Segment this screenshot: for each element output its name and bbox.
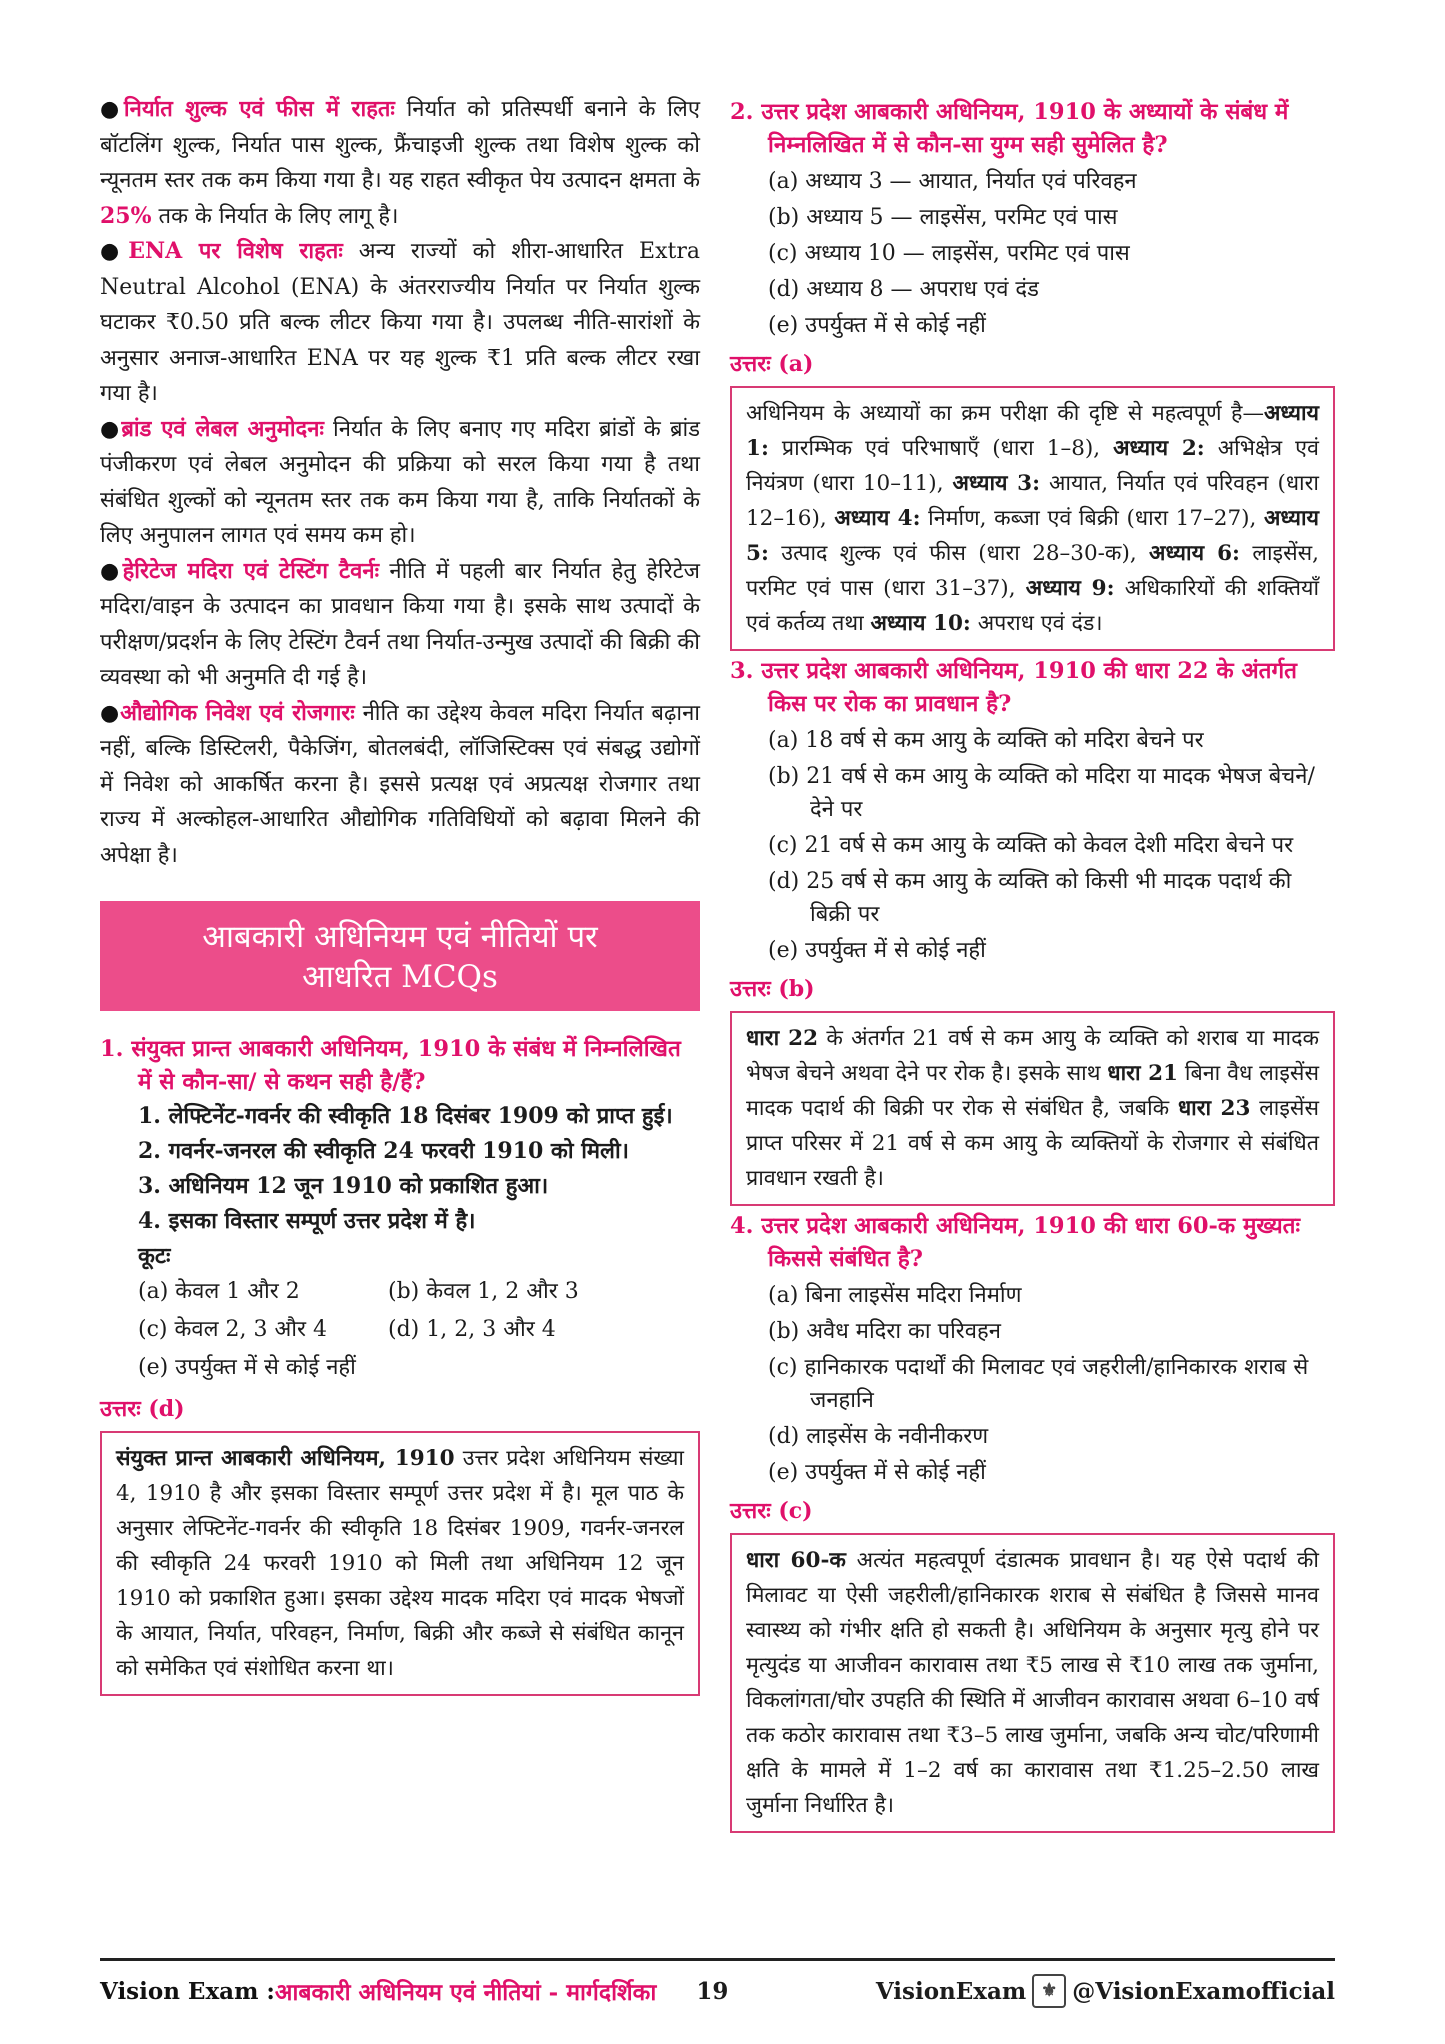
- footer-social: [876, 1974, 1335, 2008]
- code-label: कूटः: [138, 1243, 171, 1269]
- bullet-percent: 25%: [100, 202, 152, 229]
- explanation-bold: अध्याय 10:: [870, 611, 971, 636]
- right-column: [730, 92, 1335, 1833]
- question-2-text: 2. उत्तर प्रदेश आबकारी अधिनियम, 1910 के अध्यायों के संबंध में निम्नलिखित में से कौन-सा युग्म सही सुमेलित है?: [730, 99, 1289, 158]
- explanation-text: बिना वैध लाइसेंस मादक पदार्थ की बिक्री पर रोक से संबंधित है, जबकि: [746, 1061, 1319, 1121]
- banner-line-2: आधरित MCQs: [302, 959, 498, 995]
- option-c: (c) केवल 2, 3 और 4: [138, 1317, 327, 1342]
- policy-bullet: [100, 234, 700, 412]
- option-item: (c) अध्याय 10 — लाइसेंस, परमिट एवं पास: [768, 241, 1130, 266]
- question-2: [730, 96, 1335, 651]
- explanation-text: प्रारम्भिक एवं परिभाषाएँ (धारा 1–8),: [768, 436, 1114, 461]
- statement-3: 3. अधिनियम 12 जून 1910 को प्रकाशित हुआ।: [138, 1173, 549, 1199]
- bullet-text: अन्य राज्यों को शीरा-आधारित Extra Neutral Alcohol (ENA) के अंतरराज्यीय निर्यात पर निर्यात शुल्क घटाकर ₹0.50 प्रति बल्क लीटर किया गया है। उपलब्ध नीति-सारांशों के अनुसार अनाज-आधारित ENA पर यह शुल्क ₹1 प्रति बल्क लीटर रखा गया है।: [100, 239, 700, 406]
- bullet-icon: ●: [100, 239, 129, 264]
- footer-brand: Vision Exam :: [100, 1977, 275, 2005]
- bullet-text: नीति का उद्देश्य केवल मदिरा निर्यात बढ़ाना नहीं, बल्कि डिस्टिलरी, पैकेजिंग, बोतलबंदी, लॉजिस्टिक्स एवं संबद्ध उद्योगों में निवेश को आकर्षित करना है। इससे प्रत्यक्ष एवं अप्रत्यक्ष रोजगार तथा राज्य में अल्कोहल-आधारित औद्योगिक गतिविधियों को बढ़ावा मिलने की अपेक्षा है।: [100, 700, 700, 868]
- question-3-options: [730, 724, 1335, 967]
- option-item: (d) अध्याय 8 — अपराध एवं दंड: [768, 277, 1039, 302]
- explanation-text: अत्यंत महत्वपूर्ण दंडात्मक प्रावधान है। यह ऐसे पदार्थ की मिलावट या ऐसी जहरीली/हानिकारक शराब से संबंधित है जिससे मानव स्वास्थ्य को गंभीर क्षति हो सकती है। अधिनियम के अनुसार मृत्यु होने पर मृत्युदंड या आजीवन कारावास तथा ₹5 लाख से ₹10 लाख तक जुर्माना, विकलांगता/घोर उपहति की स्थिति में आजीवन कारावास अथवा 6–10 वर्ष तक कठोर कारावास तथा ₹3–5 लाख जुर्माना, जबकि अन्य चोट/परिणामी क्षति के मामले में 1–2 वर्ष का कारावास तथा ₹1.25–2.50 लाख जुर्माना निर्धारित है।: [746, 1548, 1319, 1818]
- question-3-text: 3. उत्तर प्रदेश आबकारी अधिनियम, 1910 की धारा 22 के अंतर्गत किस पर रोक का प्रावधान है?: [730, 658, 1297, 717]
- footer-title: आबकारी अधिनियम एवं नीतियां - मार्गदर्शिका: [274, 1979, 657, 2006]
- explanation-text: अभिक्षेत्र एवं नियंत्रण (धारा 10–11),: [746, 436, 1319, 496]
- explanation-3: [730, 1011, 1335, 1206]
- explanation-bold: अध्याय 3:: [952, 471, 1041, 496]
- option-item: (e) उपर्युक्त में से कोई नहीं: [768, 1460, 986, 1485]
- option-item: (e) उपर्युक्त में से कोई नहीं: [768, 313, 986, 338]
- bullet-heading: निर्यात शुल्क एवं फीस में राहतः: [123, 96, 395, 122]
- footer-brand-right: VisionExam: [875, 1977, 1027, 2005]
- option-a: (a) केवल 1 और 2: [138, 1279, 300, 1304]
- question-4-text: 4. उत्तर प्रदेश आबकारी अधिनियम, 1910 की धारा 60-क मुख्यतः किससे संबंधित है?: [730, 1213, 1300, 1272]
- explanation-4: [730, 1533, 1335, 1833]
- page-number: 19: [696, 1977, 729, 2005]
- explanation-bold: अध्याय 5:: [746, 506, 1319, 566]
- option-e: (e) उपर्युक्त में से कोई नहीं: [138, 1355, 356, 1380]
- explanation-2: [730, 386, 1335, 651]
- option-item: (b) अवैध मदिरा का परिवहन: [768, 1319, 1001, 1344]
- option-item: (c) हानिकारक पदार्थों की मिलावट एवं जहरीली/हानिकारक शराब से जनहानि: [768, 1355, 1309, 1413]
- statement-4: 4. इसका विस्तार सम्पूर्ण उत्तर प्रदेश में है।: [138, 1208, 476, 1234]
- bullet-text: नीति में पहली बार निर्यात हेतु हेरिटेज मदिरा/वाइन के उत्पादन का प्रावधान किया गया है। इसके साथ उत्पादों के परीक्षण/प्रदर्शन के लिए टेस्टिंग टैवर्न तथा निर्यात-उन्मुख उत्पादों की बिक्री की व्यवस्था को भी अनुमति दी गई है।: [100, 558, 700, 690]
- bullet-icon: ●: [100, 700, 121, 726]
- explanation-bold: धारा 23: [1177, 1096, 1251, 1121]
- answer-4: उत्तरः (c): [730, 1498, 813, 1524]
- answer-3: उत्तरः (b): [730, 976, 815, 1002]
- option-item: (a) अध्याय 3 — आयात, निर्यात एवं परिवहन: [768, 169, 1137, 194]
- page-footer: [100, 1958, 1335, 2011]
- bullet-heading: औद्योगिक निवेश एवं रोजगारः: [120, 699, 355, 726]
- policy-bullet: [100, 412, 700, 554]
- explanation-text: लाइसेंस, परमिट एवं पास (धारा 31–37),: [746, 541, 1319, 601]
- bullet-text: निर्यात के लिए बनाए गए मदिरा ब्रांडों के ब्रांड पंजीकरण एवं लेबल अनुमोदन की प्रक्रिया को सरल किया गया है तथा संबंधित शुल्कों को न्यूनतम स्तर तक कम किया गया है, ताकि निर्यातकों के लिए अनुपालन लागत एवं समय कम हो।: [100, 416, 700, 548]
- explanation-text: आयात, निर्यात एवं परिवहन (धारा 12–16),: [746, 471, 1319, 531]
- answer-1: उत्तरः (d): [100, 1396, 185, 1422]
- explanation-1: [100, 1431, 700, 1696]
- bullet-icon: ●: [100, 416, 122, 442]
- options-row-2: [100, 1311, 700, 1349]
- explanation-bold: धारा 22: [746, 1026, 819, 1051]
- banner-line-1: आबकारी अधिनियम एवं नीतियों पर: [202, 919, 598, 955]
- option-b: (b) केवल 1, 2 और 3: [388, 1279, 579, 1304]
- explanation-text: अधिकारियों की शक्तियाँ एवं कर्तव्य तथा: [746, 576, 1320, 636]
- policy-bullets: [100, 92, 700, 873]
- statement-2: 2. गवर्नर-जनरल की स्वीकृति 24 फरवरी 1910 को मिली।: [138, 1138, 629, 1164]
- explanation-bold: धारा 21: [1107, 1061, 1178, 1086]
- option-item: (a) बिना लाइसेंस मदिरा निर्माण: [768, 1283, 1022, 1308]
- option-item: (d) 25 वर्ष से कम आयु के व्यक्ति को किसी भी मादक पदार्थ की बिक्री पर: [768, 869, 1292, 927]
- statement-1: 1. लेफ्टिनेंट-गवर्नर की स्वीकृति 18 दिसंबर 1909 को प्राप्त हुई।: [138, 1103, 673, 1129]
- bullet-icon: ●: [100, 97, 124, 122]
- option-item: (e) उपर्युक्त में से कोई नहीं: [768, 938, 986, 963]
- policy-bullet: [100, 696, 700, 874]
- bullet-icon: ●: [100, 558, 123, 584]
- answer-2: उत्तरः (a): [730, 351, 814, 377]
- bullet-heading: हेरिटेज मदिरा एवं टेस्टिंग टैवर्नः: [122, 557, 380, 584]
- question-1-text: 1. संयुक्त प्रान्त आबकारी अधिनियम, 1910 के संबंध में निम्नलिखित में से कौन-सा/ से कथन सही है/हैं?: [100, 1036, 681, 1095]
- mcq-section-banner: [100, 901, 700, 1011]
- explanation-text: उत्पाद शुल्क एवं फीस (धारा 28–30-क),: [768, 541, 1150, 566]
- question-4-options: [730, 1279, 1335, 1489]
- question-1: [100, 1033, 700, 1696]
- explanation-1-text: उत्तर प्रदेश अधिनियम संख्या 4, 1910 है और इसका विस्तार सम्पूर्ण उत्तर प्रदेश में है। मूल पाठ के अनुसार लेफ्टिनेंट-गवर्नर की स्वीकृति 18 दिसंबर 1909, गवर्नर-जनरल की स्वीकृति 24 फरवरी 1910 को मिली तथा अधिनियम 12 जून 1910 को प्रकाशित हुआ। इसका उद्देश्य मादक मदिरा एवं मादक भेषजों के आयात, निर्यात, परिवहन, निर्माण, बिक्री और कब्जे से संबंधित कानून को समेकित एवं संशोधित करना था।: [116, 1446, 684, 1681]
- left-column: [100, 92, 700, 1696]
- bullet-heading: ब्रांड एवं लेबल अनुमोदनः: [121, 415, 324, 442]
- footer-handle: @VisionExamofficial: [1072, 1977, 1335, 2005]
- option-item: (b) 21 वर्ष से कम आयु के व्यक्ति को मदिरा या मादक भेषज बेचने/देने पर: [768, 764, 1315, 822]
- explanation-bold: अध्याय 6:: [1149, 541, 1240, 566]
- question-3: [730, 655, 1335, 1206]
- explanation-bold: अध्याय 4:: [834, 506, 921, 531]
- explanation-bold: अध्याय 9:: [1025, 576, 1115, 601]
- explanation-bold: धारा 60-क: [746, 1548, 846, 1573]
- option-item: (d) लाइसेंस के नवीनीकरण: [768, 1424, 989, 1449]
- option-item: (a) 18 वर्ष से कम आयु के व्यक्ति को मदिरा बेचने पर: [768, 728, 1204, 753]
- options-row-1: [100, 1273, 700, 1311]
- explanation-text: अधिनियम के अध्यायों का क्रम परीक्षा की दृष्टि से महत्वपूर्ण है—: [746, 401, 1264, 426]
- explanation-text: लाइसेंस प्राप्त परिसर में 21 वर्ष से कम आयु के व्यक्तियों के रोजगार से संबंधित प्रावधान रखती है।: [746, 1096, 1320, 1191]
- policy-bullet: [100, 554, 700, 696]
- explanation-bold: अध्याय 2:: [1113, 436, 1205, 461]
- bullet-text: निर्यात को प्रतिस्पर्धी बनाने के लिए बॉटलिंग शुल्क, निर्यात पास शुल्क, फ्रैंचाइजी शुल्क तथा विशेष शुल्क को न्यूनतम स्तर तक कम किया गया है। यह राहत स्वीकृत पेय उत्पादन क्षमता के: [100, 97, 700, 193]
- explanation-bold: अध्याय 1:: [746, 401, 1319, 461]
- explanation-1-bold: संयुक्त प्रान्त आबकारी अधिनियम, 1910: [116, 1446, 455, 1471]
- brand-logo-icon: ⚜: [1032, 1974, 1066, 2008]
- bullet-heading: ENA पर विशेष राहतः: [128, 238, 343, 264]
- policy-bullet: [100, 92, 700, 234]
- option-d: (d) 1, 2, 3 और 4: [388, 1317, 556, 1342]
- question-4: [730, 1210, 1335, 1833]
- option-item: (c) 21 वर्ष से कम आयु के व्यक्ति को केवल देशी मदिरा बेचने पर: [768, 833, 1294, 858]
- question-2-options: [730, 165, 1335, 342]
- explanation-text: के अंतर्गत 21 वर्ष से कम आयु के व्यक्ति को शराब या मादक भेषज बेचने अथवा देने पर रोक है। इसके साथ: [746, 1026, 1319, 1086]
- explanation-text: निर्माण, कब्जा एवं बिक्री (धारा 17–27),: [920, 506, 1264, 531]
- bullet-text-tail: तक के निर्यात के लिए लागू है।: [151, 203, 399, 229]
- explanation-text: अपराध एवं दंड।: [970, 611, 1103, 636]
- option-item: (b) अध्याय 5 — लाइसेंस, परमिट एवं पास: [768, 205, 1118, 230]
